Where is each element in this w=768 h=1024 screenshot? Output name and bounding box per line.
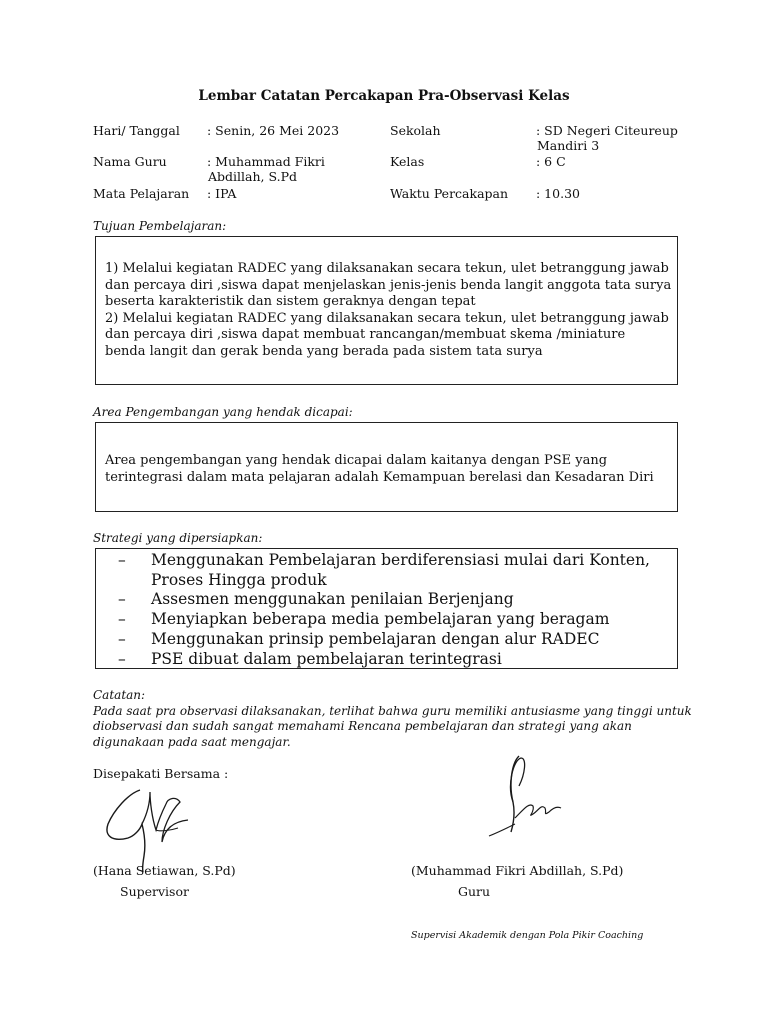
tujuan-line: dan percaya diri ,siswa dapat membuat rancangan/membuat skema /miniature — [105, 327, 626, 342]
area-box — [95, 422, 678, 512]
guru-signature — [485, 752, 565, 842]
waktu-label: Waktu Percakapan — [390, 186, 509, 201]
guru-value: : Muhammad Fikri — [207, 154, 325, 169]
area-line: Area pengembangan yang hendak dicapai dalam kaitanya dengan PSE yang — [105, 453, 608, 468]
footer-text: Supervisi Akademik dengan Pola Pikir Coaching — [411, 930, 644, 941]
waktu-value: : 10.30 — [536, 186, 580, 201]
guru-label: Nama Guru — [93, 154, 167, 169]
strategi-item-text: Assesmen menggunakan penilaian Berjenjang — [151, 590, 514, 609]
catatan-line: Pada saat pra observasi dilaksanakan, terlihat bahwa guru memiliki antusiasme yang tinggi untuk — [93, 703, 692, 718]
catatan-heading: Catatan: — [93, 688, 146, 702]
area-text — [105, 453, 654, 486]
strategi-item-text: Menggunakan Pembelajaran berdiferensiasi mulai dari Konten, — [151, 551, 650, 569]
kelas-label: Kelas — [390, 154, 425, 169]
strategi-item — [96, 630, 677, 650]
tujuan-line: beserta karakteristik dan sistem geraknya dengan tepat — [105, 294, 476, 309]
supervisor-signature — [100, 772, 195, 872]
strategi-item-text: Menggunakan prinsip pembelajaran dengan alur RADEC — [151, 629, 600, 648]
strategi-item — [96, 590, 677, 610]
guru-role: Guru — [458, 884, 491, 899]
catatan-line: diobservasi dan sudah sangat memahami Rencana pembelajaran dan strategi yang akan — [93, 719, 632, 733]
catatan-line: digunakaan pada saat mengajar. — [93, 734, 291, 749]
tujuan-text — [105, 261, 671, 360]
hari-label: Hari/ Tanggal — [93, 123, 180, 138]
mapel-value: : IPA — [207, 186, 237, 201]
sekolah-label: Sekolah — [390, 123, 441, 138]
area-heading: Area Pengembangan yang hendak dicapai: — [93, 405, 353, 419]
supervisor-role: Supervisor — [120, 884, 189, 899]
dash-bullet: – — [118, 610, 126, 629]
mapel-label: Mata Pelajaran — [93, 186, 190, 201]
strategi-item-text: Proses Hingga produk — [151, 570, 327, 589]
catatan-section — [93, 688, 692, 750]
tujuan-box — [95, 236, 678, 385]
dash-bullet: – — [118, 590, 126, 609]
strategi-item-text: PSE dibuat dalam pembelajaran terintegrasi — [151, 649, 502, 668]
guru-value-cont: Abdillah, S.Pd — [208, 169, 297, 184]
strategi-heading: Strategi yang dipersiapkan: — [93, 531, 263, 545]
supervisor-name: (Hana Setiawan, S.Pd) — [93, 863, 236, 878]
strategi-item-text: Menyiapkan beberapa media pembelajaran yang beragam — [151, 610, 610, 629]
strategi-list — [96, 551, 677, 669]
guru-name: (Muhammad Fikri Abdillah, S.Pd) — [411, 863, 624, 878]
kelas-value: : 6 C — [536, 154, 566, 169]
strategi-item — [96, 551, 677, 571]
tujuan-line: benda langit dan gerak benda yang berada pada sistem tata surya — [105, 343, 543, 359]
hari-value: : Senin, 26 Mei 2023 — [207, 123, 340, 138]
document-title: Lembar Catatan Percakapan Pra-Observasi Kelas — [198, 88, 570, 104]
sekolah-value-cont: Mandiri 3 — [537, 138, 600, 153]
tujuan-line: dan percaya diri ,siswa dapat menjelaskan jenis-jenis benda langit anggota tata surya — [105, 277, 672, 293]
dash-bullet: – — [118, 649, 126, 668]
disepakati-label: Disepakati Bersama : — [93, 766, 229, 781]
strategi-item — [96, 650, 677, 670]
tujuan-line: 2) Melalui kegiatan RADEC yang dilaksanakan secara tekun, ulet betranggung jawab — [105, 310, 669, 326]
strategi-box — [95, 548, 678, 669]
area-line: terintegrasi dalam mata pelajaran adalah Kemampuan berelasi dan Kesadaran Diri — [105, 469, 654, 485]
tujuan-heading: Tujuan Pembelajaran: — [93, 219, 227, 233]
dash-bullet: – — [118, 551, 126, 569]
strategi-item-cont — [96, 571, 677, 591]
tujuan-line: 1) Melalui kegiatan RADEC yang dilaksanakan secara tekun, ulet betranggung jawab — [105, 261, 669, 276]
dash-bullet: – — [118, 629, 126, 648]
sekolah-value: : SD Negeri Citeureup — [536, 123, 678, 138]
strategi-item — [96, 610, 677, 630]
